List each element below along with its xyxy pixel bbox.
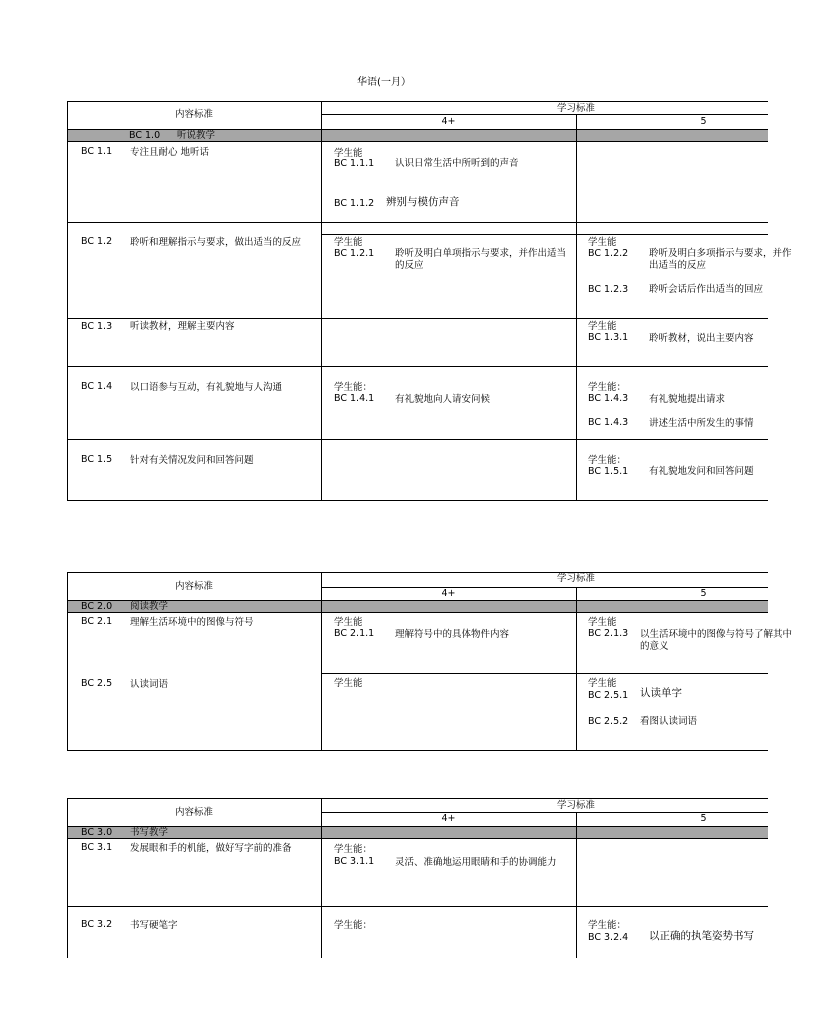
content-code: BC 1.1 (81, 146, 113, 157)
content-code: BC 1.4 (81, 381, 113, 392)
standard-code: BC 2.5.1 (588, 690, 629, 701)
header-level-4: 4+ (441, 813, 456, 824)
learner-can-label: 学生能 (334, 148, 363, 159)
content-code: BC 1.3 (81, 321, 113, 332)
content-code: BC 3.2 (81, 919, 113, 930)
standard-code: BC 1.2.2 (588, 248, 629, 259)
content-code: BC 1.5 (81, 454, 113, 465)
standard-code: BC 1.4.1 (334, 393, 375, 404)
header-learning-standard: 学习标准 (556, 800, 595, 811)
learner-can-label: 学生能 (334, 678, 363, 689)
standard-text: 以生活环境中的图像与符号了解其中的意义 (640, 629, 793, 652)
content-code: BC 2.1 (81, 616, 113, 627)
content-text: 以口语参与互动，有礼貌地与人沟通 (130, 382, 283, 393)
header-level-5: 5 (700, 813, 707, 824)
learner-can-label: 学生能 (588, 321, 617, 332)
learner-can-label: 学生能 (334, 237, 363, 248)
standard-text: 辨别与模仿声音 (386, 196, 460, 208)
section-band (67, 129, 768, 142)
section-code: BC 3.0 (81, 827, 113, 838)
section-code: BC 1.0 (129, 130, 161, 141)
header-content-standard: 内容标准 (174, 581, 213, 592)
learner-can-label: 学生能： (334, 844, 373, 855)
standard-code: BC 3.1.1 (334, 856, 375, 867)
standards-table-listening-speaking (67, 101, 792, 501)
standard-text: 以正确的执笔姿势书写 (649, 930, 754, 942)
content-code: BC 2.5 (81, 678, 113, 689)
content-text: 书写硬笔字 (130, 920, 178, 931)
content-text: 听读教材，理解主要内容 (130, 321, 235, 332)
content-text: 针对有关情况发问和回答问题 (130, 455, 254, 466)
standard-text: 讲述生活中所发生的事情 (649, 418, 754, 429)
standard-code: BC 1.1.1 (334, 158, 375, 169)
section-band (67, 826, 768, 839)
learner-can-label: 学生能 (334, 617, 363, 628)
standard-code: BC 1.5.1 (588, 466, 629, 477)
header-level-5: 5 (700, 588, 707, 599)
standard-text: 有礼貌地向人请安问候 (395, 394, 491, 405)
content-text: 发展眼和手的机能，做好写字前的准备 (130, 843, 292, 854)
learner-can-label: 学生能： (588, 382, 627, 393)
header-learning-standard: 学习标准 (556, 573, 595, 584)
header-content-standard: 内容标准 (174, 109, 213, 120)
content-text: 专注且耐心 地听话 (130, 147, 210, 158)
standard-text: 有礼貌地提出请求 (649, 394, 726, 405)
standard-code: BC 1.3.1 (588, 332, 629, 343)
standard-code: BC 2.5.2 (588, 716, 629, 727)
standards-table-writing (67, 798, 768, 958)
section-code: BC 2.0 (81, 601, 113, 612)
header-level-4: 4+ (441, 588, 456, 599)
header-level-4: 4+ (441, 116, 456, 127)
standards-table-reading (67, 572, 793, 751)
section-title: 书写教学 (130, 827, 169, 838)
standard-code: BC 2.1.1 (334, 628, 375, 639)
standard-code: BC 1.2.1 (334, 248, 375, 259)
standard-code: BC 1.2.3 (588, 284, 629, 295)
standard-text: 聆听会话后作出适当的回应 (649, 284, 764, 295)
header-content-standard: 内容标准 (174, 807, 213, 818)
standard-text: 认识日常生活中所听到的声音 (395, 158, 519, 169)
learner-can-label: 学生能： (588, 455, 627, 466)
standard-text: 理解符号中的具体物件内容 (395, 629, 510, 640)
content-text: 聆听和理解指示与要求，做出适当的反应 (130, 237, 302, 248)
page-title: 华语(一月） (357, 77, 411, 88)
standard-code: BC 2.1.3 (588, 628, 629, 639)
learner-can-label: 学生能 (588, 617, 617, 628)
learner-can-label: 学生能： (334, 920, 373, 931)
header-level-5: 5 (700, 116, 707, 127)
standard-code: BC 1.4.3 (588, 417, 629, 428)
standard-text: 聆听及明白单项指示与要求，并作出适当 的反应 (395, 248, 567, 271)
learner-can-label: 学生能 (588, 237, 617, 248)
content-text: 认读词语 (130, 679, 169, 690)
learner-can-label: 学生能： (334, 382, 373, 393)
standard-text: 看图认读词语 (640, 716, 698, 727)
learner-can-label: 学生能 (588, 678, 617, 689)
learner-can-label: 学生能： (588, 920, 627, 931)
standard-text: 聆听教材，说出主要内容 (649, 333, 754, 344)
standard-text: 有礼貌地发问和回答问题 (649, 466, 754, 477)
standard-text: 灵活、准确地运用眼睛和手的协调能力 (395, 857, 557, 868)
section-band (67, 600, 768, 613)
standard-code: BC 3.2.4 (588, 932, 629, 943)
content-code: BC 3.1 (81, 842, 113, 853)
standard-text: 聆听及明白多项指示与要求，并作出适当的反应 (649, 248, 792, 271)
standard-code: BC 1.4.3 (588, 393, 629, 404)
section-title: 听说教学 (177, 130, 216, 141)
standard-text: 认读单字 (640, 687, 682, 699)
content-text: 理解生活环境中的图像与符号 (130, 617, 254, 628)
standard-code: BC 1.1.2 (334, 198, 375, 209)
section-title: 阅读教学 (130, 601, 169, 612)
content-code: BC 1.2 (81, 236, 113, 247)
header-learning-standard: 学习标准 (556, 103, 595, 114)
